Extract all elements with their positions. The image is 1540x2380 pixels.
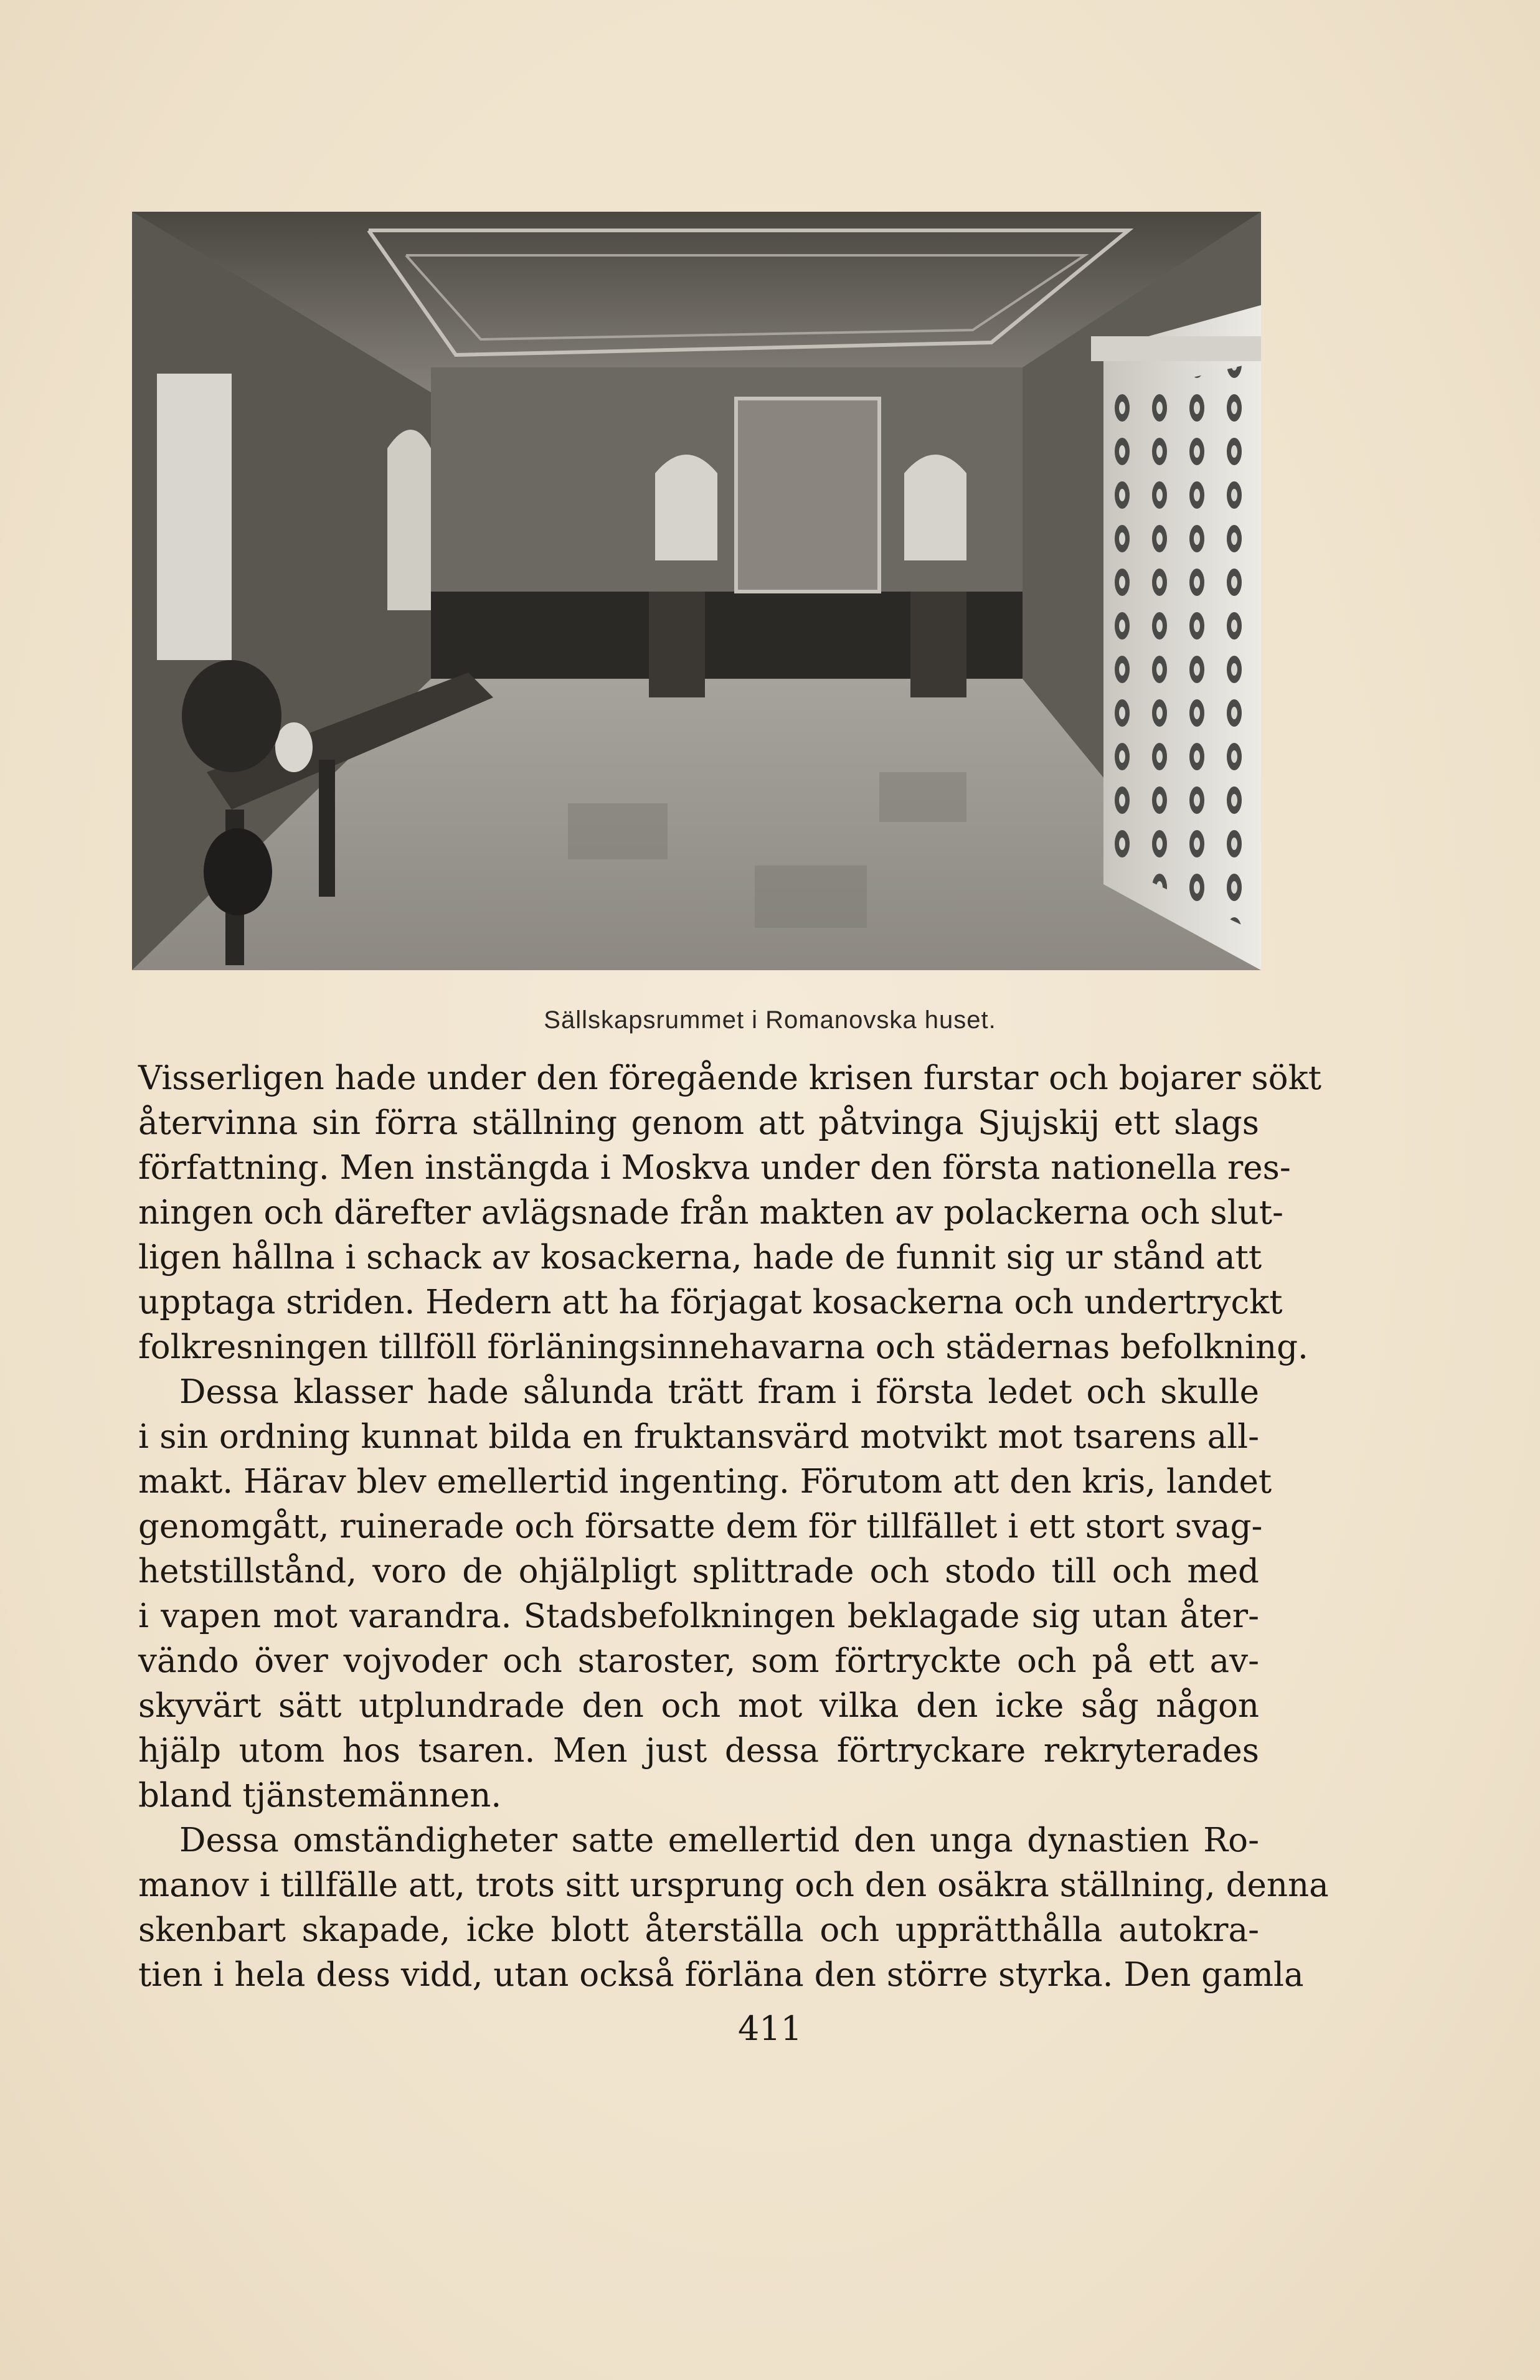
paragraph-2 bbox=[138, 1370, 1272, 1818]
text-line: hjälp utom hos tsaren. Men just dessa förtryckare rekryterades bbox=[138, 1732, 1259, 1770]
paragraph-3 bbox=[138, 1818, 1329, 1998]
text-line: Dessa omständigheter satte emellertid den unga dynastien Ro- bbox=[179, 1821, 1259, 1859]
paragraph-1 bbox=[138, 1056, 1322, 1370]
room-photo-icon bbox=[132, 212, 1261, 970]
text-line: återvinna sin förra ställning genom att påtvinga Sjujskij ett slags bbox=[138, 1104, 1259, 1142]
text-line: författning. Men instängda i Moskva under den första nationella res- bbox=[138, 1149, 1291, 1187]
text-line: genomgått, ruinerade och försatte dem för tillfället i ett stort svag- bbox=[138, 1508, 1263, 1546]
photo-caption: Sällskapsrummet i Romanovska huset. bbox=[544, 1006, 996, 1034]
text-line: i sin ordning kunnat bilda en fruktansvärd motvikt mot tsarens all- bbox=[138, 1418, 1259, 1456]
text-line: ningen och därefter avlägsnade från makten av polackerna och slut- bbox=[138, 1194, 1283, 1232]
page-number: 411 bbox=[737, 2009, 803, 2048]
text-line: upptaga striden. Hedern att ha förjagat kosackerna och undertryckt bbox=[138, 1283, 1283, 1321]
text-line: vändo över vojvoder och staroster, som förtryckte och på ett av- bbox=[138, 1642, 1259, 1680]
text-line: hetstillstånd, voro de ohjälpligt splittrade och stodo till och med bbox=[138, 1552, 1259, 1590]
text-line: Dessa klasser hade sålunda trätt fram i första ledet och skulle bbox=[179, 1373, 1259, 1411]
room-photograph bbox=[132, 212, 1261, 970]
text-line: skenbart skapade, icke blott återställa och upprätthålla autokra- bbox=[138, 1911, 1259, 1949]
text-line: folkresningen tillföll förläningsinnehavarna och städernas befolkning. bbox=[138, 1328, 1308, 1366]
text-line: makt. Härav blev emellertid ingenting. Förutom att den kris, landet bbox=[138, 1463, 1272, 1501]
text-line: i vapen mot varandra. Stadsbefolkningen beklagade sig utan åter- bbox=[138, 1597, 1259, 1635]
text-line: ligen hållna i schack av kosackerna, hade de funnit sig ur stånd att bbox=[138, 1239, 1262, 1277]
text-line: bland tjänstemännen. bbox=[138, 1777, 502, 1815]
text-line: skyvärt sätt utplundrade den och mot vilka den icke såg någon bbox=[138, 1687, 1259, 1725]
text-line: manov i tillfälle att, trots sitt ursprung och den osäkra ställning, denna bbox=[138, 1866, 1329, 1904]
text-line: Visserligen hade under den föregående krisen furstar och bojarer sökt bbox=[138, 1059, 1322, 1097]
body-text bbox=[138, 1056, 1329, 1998]
text-line: tien i hela dess vidd, utan också förläna den större styrka. Den gamla bbox=[138, 1956, 1304, 1994]
